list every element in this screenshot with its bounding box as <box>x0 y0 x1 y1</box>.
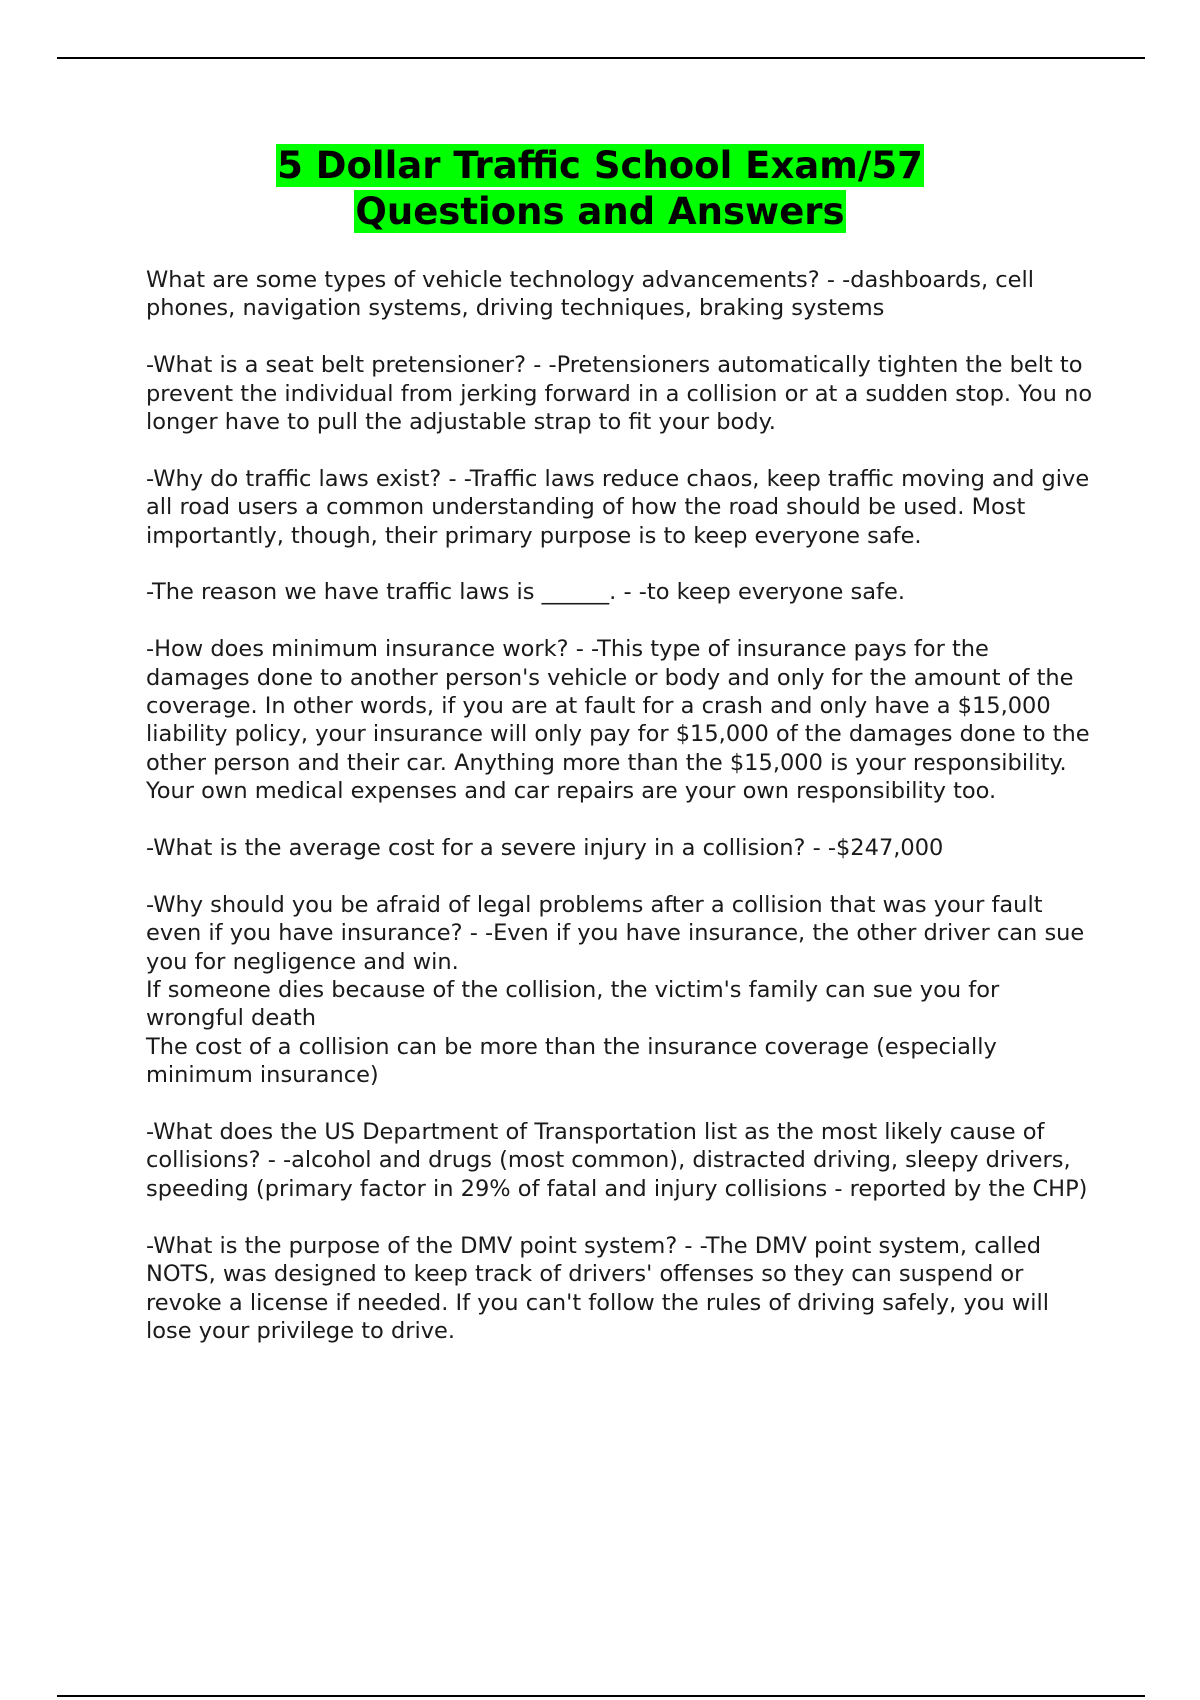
qa-item: -The reason we have traffic laws is ______. - -to keep everyone safe. <box>146 579 905 606</box>
qa-item: -What is the average cost for a severe injury in a collision? - -$247,000 <box>146 835 944 862</box>
title-line-2: Questions and Answers <box>355 190 845 233</box>
qa-item: -Why should you be afraid of legal problems after a collision that was your fault even if you have insurance? - -Even if you have insurance, the other driver can sue you for negligence and win. If someone dies because of the collision, the victim's family can sue you for wrongful death The cost of a collision can be more than the insurance coverage (especially minimum insurance) <box>146 891 1085 1089</box>
title-line-1: 5 Dollar Traffic School Exam/57 <box>277 144 923 187</box>
qa-item: What are some types of vehicle technology advancements? - -dashboards, cell phones, navigation systems, driving techniques, braking systems <box>146 267 1035 322</box>
qa-item: -What is a seat belt pretensioner? - -Pretensioners automatically tighten the belt to prevent the individual from jerking forward in a collision or at a sudden stop. You no longer have to pull the adjustable strap to fit your body. <box>146 352 1093 436</box>
top-divider <box>57 57 1145 59</box>
qa-item: -How does minimum insurance work? - -This type of insurance pays for the damages done to another person's vehicle or body and only for the amount of the coverage. In other words, if you are at fault for a crash and only have a $15,000 liability policy, your insurance will only pay for $15,000 of the damages done to the other person and their car. Anything more than the $15,000 is your responsibility. Your own medical expenses and car repairs are your own responsibility too. <box>146 636 1090 805</box>
qa-list <box>146 266 1096 1374</box>
qa-item: -Why do traffic laws exist? - -Traffic laws reduce chaos, keep traffic moving and give all road users a common understanding of how the road should be used. Most importantly, though, their primary purpose is to keep everyone safe. <box>146 465 1090 549</box>
qa-item: -What does the US Department of Transportation list as the most likely cause of collisions? - -alcohol and drugs (most common), distracted driving, sleepy drivers, speeding (primary factor in 29% of fatal and injury collisions - reported by the CHP) <box>146 1119 1088 1202</box>
qa-item: -What is the purpose of the DMV point system? - -The DMV point system, called NOTS, was designed to keep track of drivers' offenses so they can suspend or revoke a license if needed. If you can't follow the rules of driving safely, you will lose your privilege to drive. <box>146 1232 1050 1344</box>
bottom-divider <box>57 1695 1145 1697</box>
page-title <box>0 143 1200 235</box>
